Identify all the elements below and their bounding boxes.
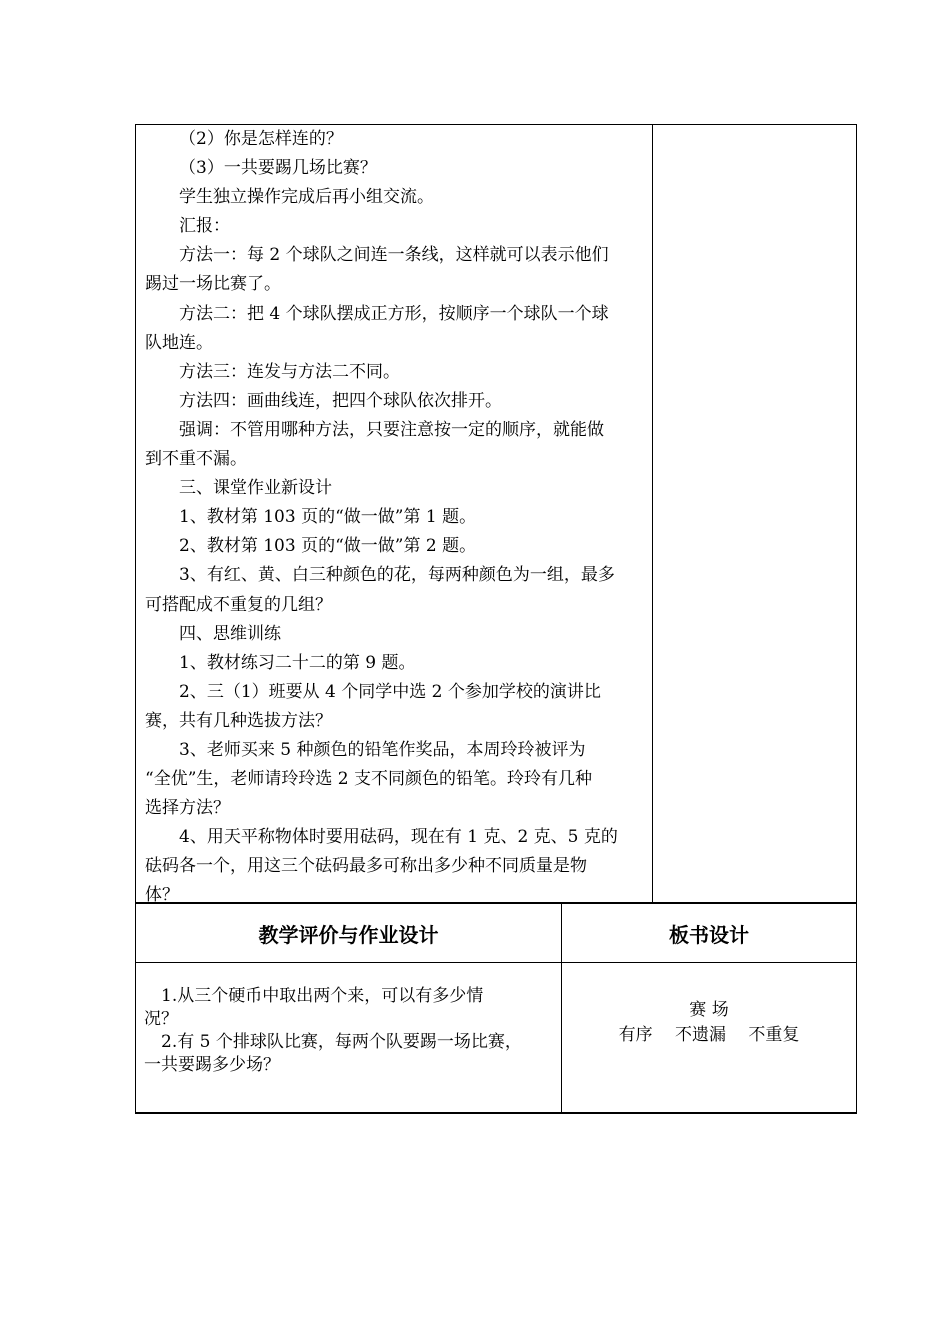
board-design-cell	[562, 963, 856, 1112]
lesson-plan-table	[135, 124, 857, 1114]
lesson-line: 可搭配成不重复的几组？	[145, 594, 332, 615]
lesson-line: 体？	[145, 885, 179, 906]
notes-cell	[653, 125, 856, 902]
lesson-procedure-cell	[136, 125, 653, 906]
lesson-line: 方法一：每 2 个球队之间连一条线，这样就可以表示他们	[179, 245, 609, 266]
evaluation-line: 况？	[144, 1009, 178, 1029]
lesson-line: 学生独立操作完成后再小组交流。	[179, 187, 434, 208]
board-header: 板书设计	[669, 922, 749, 947]
lesson-line: “全优”生，老师请玲玲选 2 支不同颜色的铅笔。玲玲有几种	[145, 769, 593, 790]
lesson-line: 3、老师买来 5 种颜色的铅笔作奖品，本周玲玲被评为	[179, 739, 586, 760]
evaluation-line: 一共要踢多少场？	[144, 1055, 280, 1075]
evaluation-line: 1.从三个硬币中取出两个来，可以有多少情	[144, 986, 484, 1006]
lesson-content-row	[135, 124, 857, 906]
lesson-line: （2）你是怎样连的？	[179, 129, 343, 149]
lesson-line: 方法二：把 4 个球队摆成正方形，按顺序一个球队一个球	[179, 303, 609, 324]
lesson-line: 队地连。	[145, 332, 213, 353]
lesson-line: 3、有红、黄、白三种颜色的花，每两种颜色为一组，最多	[179, 565, 615, 586]
lesson-line: 4、用天平称物体时要用砝码，现在有 1 克、2 克、5 克的	[179, 827, 618, 848]
lesson-line: 选择方法？	[145, 798, 230, 819]
lesson-line: 踢过一场比赛了。	[145, 274, 281, 295]
lesson-line: 赛，共有几种选拔方法？	[145, 710, 332, 731]
board-line: 有序 不遗漏 不重复	[618, 1025, 800, 1045]
evaluation-header: 教学评价与作业设计	[258, 922, 439, 947]
lesson-line: 2、三（1）班要从 4 个同学中选 2 个参加学校的演讲比	[179, 681, 601, 702]
lesson-line: 砝码各一个，用这三个砝码最多可称出多少种不同质量是物	[145, 856, 587, 877]
board-line: 赛 场	[689, 1000, 729, 1020]
evaluation-line: 2.有 5 个排球队比赛，每两个队要踢一场比赛，	[144, 1032, 522, 1052]
lesson-line: 到不重不漏。	[145, 449, 247, 470]
section-header-row	[135, 902, 857, 963]
lesson-line: （3）一共要踢几场比赛？	[179, 158, 377, 179]
lesson-line: 四、思维训练	[179, 623, 281, 644]
evaluation-cell	[136, 963, 562, 1112]
lesson-line: 2、教材第 103 页的“做一做”第 2 题。	[179, 536, 477, 557]
board-header-cell	[562, 904, 856, 962]
lesson-line: 1、教材练习二十二的第 9 题。	[179, 652, 416, 673]
lesson-line: 1、教材第 103 页的“做一做”第 1 题。	[179, 507, 477, 528]
lesson-line: 方法四：画曲线连，把四个球队依次排开。	[179, 390, 502, 411]
lesson-line: 方法三：连发与方法二不同。	[179, 361, 400, 382]
lesson-line: 强调：不管用哪种方法，只要注意按一定的顺序，就能做	[179, 419, 604, 440]
lesson-line: 三、课堂作业新设计	[179, 478, 332, 499]
lesson-line: 汇报：	[179, 216, 230, 237]
section-content-row	[135, 963, 857, 1114]
evaluation-header-cell	[136, 904, 562, 962]
